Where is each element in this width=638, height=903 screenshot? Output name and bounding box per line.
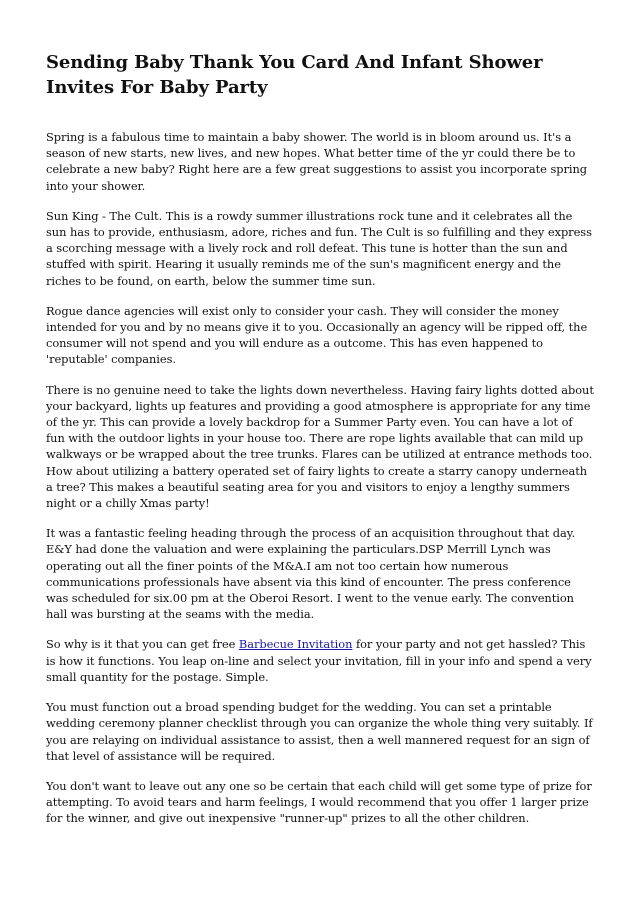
- paragraph: You must function out a broad spending budget for the wedding. You can set a printable wedding ceremony planner checklist through you can organize the whole thing very suitably. If you are relaying on individual assistance to assist, then a well mannered request for an sign of that level of assistance will be required.: [46, 700, 593, 763]
- document-title: Sending Baby Thank You Card And Infant Shower Invites For Baby Party: [46, 52, 543, 98]
- paragraph: Rogue dance agencies will exist only to consider your cash. They will consider the money intended for you and by no means give it to you. Occasionally an agency will be ripped off, the consumer will not spend and you will endure as a outcome. This has even happened to 'reputable' companies.: [46, 303, 588, 367]
- paragraph: It was a fantastic feeling heading through the process of an acquisition throughout that day. E&Y had done the valuation and were explaining the particulars.DSP Merrill Lynch was operating out all the finer points of the M&A.I am not too certain how numerous communications professionals have absent via this kind of encounter. The press conference was scheduled for six.00 pm at the Oberoi Resort. I went to the venue early. The convention hall was bursting at the seams with the media.: [46, 526, 576, 622]
- paragraph-text-after-link: for your party and not get hassled? This is how it functions. You leap on-line and select your invitation, fill in your info and spend a very small quantity for the postage. Simple.: [46, 637, 592, 684]
- paragraph-with-link: [46, 636, 594, 685]
- paragraph-text-before-link: So why is it that you can get free: [46, 637, 239, 652]
- paragraph: There is no genuine need to take the lights down nevertheless. Having fairy lights dotted about your backyard, lights up features and providing a good atmosphere is appropriate for any time of the yr. This can provide a lovely backdrop for a Summer Party even. You can have a lot of fun with the outdoor lights in your house too. There are rope lights available that can mild up walkways or be wrapped about the tree trunks. Flares can be utilized at entrance methods too. How about utilizing a battery operated set of fairy lights to create a starry canopy underneath a tree? This makes a beautiful seating area for you and visitors to enjoy a lengthy summers night or a chilly Xmas party!: [46, 382, 594, 511]
- paragraph: Sun King - The Cult. This is a rowdy summer illustrations rock tune and it celebrates all the sun has to provide, enthusiasm, adore, riches and fun. The Cult is so fulfilling and they express a scorching message with a lively rock and roll defeat. This tune is hotter than the sun and stuffed with spirit. Hearing it usually reminds me of the sun's magnificent energy and the riches to be found, on earth, below the summer time sun.: [46, 208, 592, 288]
- document-body: [46, 129, 594, 827]
- barbecue-invitation-link[interactable]: Barbecue Invitation: [238, 637, 353, 652]
- paragraph: You don't want to leave out any one so be certain that each child will get some type of prize for attempting. To avoid tears and harm feelings, I would recommend that you offer 1 larger prize for the winner, and give out inexpensive "runner-up" prizes to all the other children.: [46, 778, 592, 826]
- document-page: [46, 50, 594, 841]
- paragraph: Spring is a fabulous time to maintain a baby shower. The world is in bloom around us. It's a season of new starts, new lives, and new hopes. What better time of the yr could there be to celebrate a new baby? Right here are a few great suggestions to assist you incorporate spring into your shower.: [46, 130, 587, 193]
